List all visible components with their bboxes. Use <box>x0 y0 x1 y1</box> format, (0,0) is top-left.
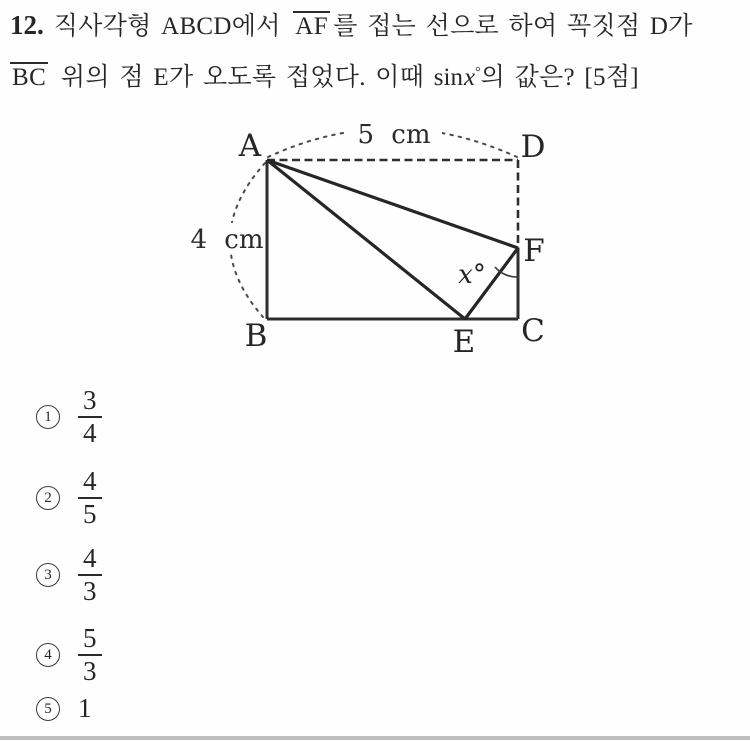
top-dimension-label: 5 cm <box>357 120 431 150</box>
choice-1-number: 1 <box>36 405 60 429</box>
sin-expression <box>434 64 481 91</box>
variable-x: x <box>463 64 476 91</box>
vertex-label-B: B <box>244 318 268 354</box>
vertex-label-E: E <box>452 324 476 360</box>
choice-2-numerator: 4 <box>78 468 102 499</box>
question-text-2a: 위의 점 E가 오도록 접었다. 이때 <box>60 64 425 91</box>
fold-line-AF <box>267 160 518 248</box>
choice-1-denominator: 4 <box>83 418 97 448</box>
choice-4-number: 4 <box>36 643 60 667</box>
choice-3-denominator: 3 <box>83 576 97 606</box>
question-text-1a: 직사각형 ABCD에서 <box>53 13 281 40</box>
vertex-label-A: A <box>238 128 262 164</box>
vertex-label-D: D <box>520 129 546 165</box>
question-text-1b: 를 접는 선으로 하여 꼭짓점 D가 <box>333 13 693 40</box>
choice-4-numerator: 5 <box>78 625 102 656</box>
figure-svg <box>190 101 610 367</box>
choice-4 <box>36 625 102 685</box>
choice-2-denominator: 5 <box>83 499 97 529</box>
choice-2 <box>36 468 102 528</box>
sin-text: sin <box>433 64 463 91</box>
choice-3 <box>36 545 102 605</box>
choice-1-fraction <box>78 387 102 447</box>
segment-BC-overline: BC <box>12 64 47 91</box>
choice-3-fraction <box>78 545 102 605</box>
choice-3-number: 3 <box>36 563 60 587</box>
vertex-label-F: F <box>523 233 545 269</box>
choice-5-value: 1 <box>78 693 92 723</box>
choice-5-number: 5 <box>36 697 60 721</box>
angle-x-label: x° <box>458 260 486 290</box>
left-dimension-label: 4 cm <box>190 225 264 255</box>
choice-4-denominator: 3 <box>83 656 97 686</box>
question-line-2 <box>10 57 742 93</box>
segment-AF-overline: AF <box>295 13 329 40</box>
question-line-1 <box>10 6 742 42</box>
choice-1-numerator: 3 <box>78 387 102 418</box>
choice-1 <box>36 387 102 447</box>
question-number: 12. <box>10 10 44 40</box>
choice-5 <box>36 695 92 722</box>
segment-AE <box>267 160 465 319</box>
geometry-figure <box>190 101 610 367</box>
choice-4-fraction <box>78 625 102 685</box>
choice-2-number: 2 <box>36 486 60 510</box>
choice-3-numerator: 4 <box>78 545 102 576</box>
question-text-2b: 의 값은? [5점] <box>480 64 639 91</box>
page-bottom-rule <box>0 736 750 740</box>
degree-symbol: ° <box>475 64 481 79</box>
vertex-label-C: C <box>521 313 545 349</box>
choice-2-fraction <box>78 468 102 528</box>
